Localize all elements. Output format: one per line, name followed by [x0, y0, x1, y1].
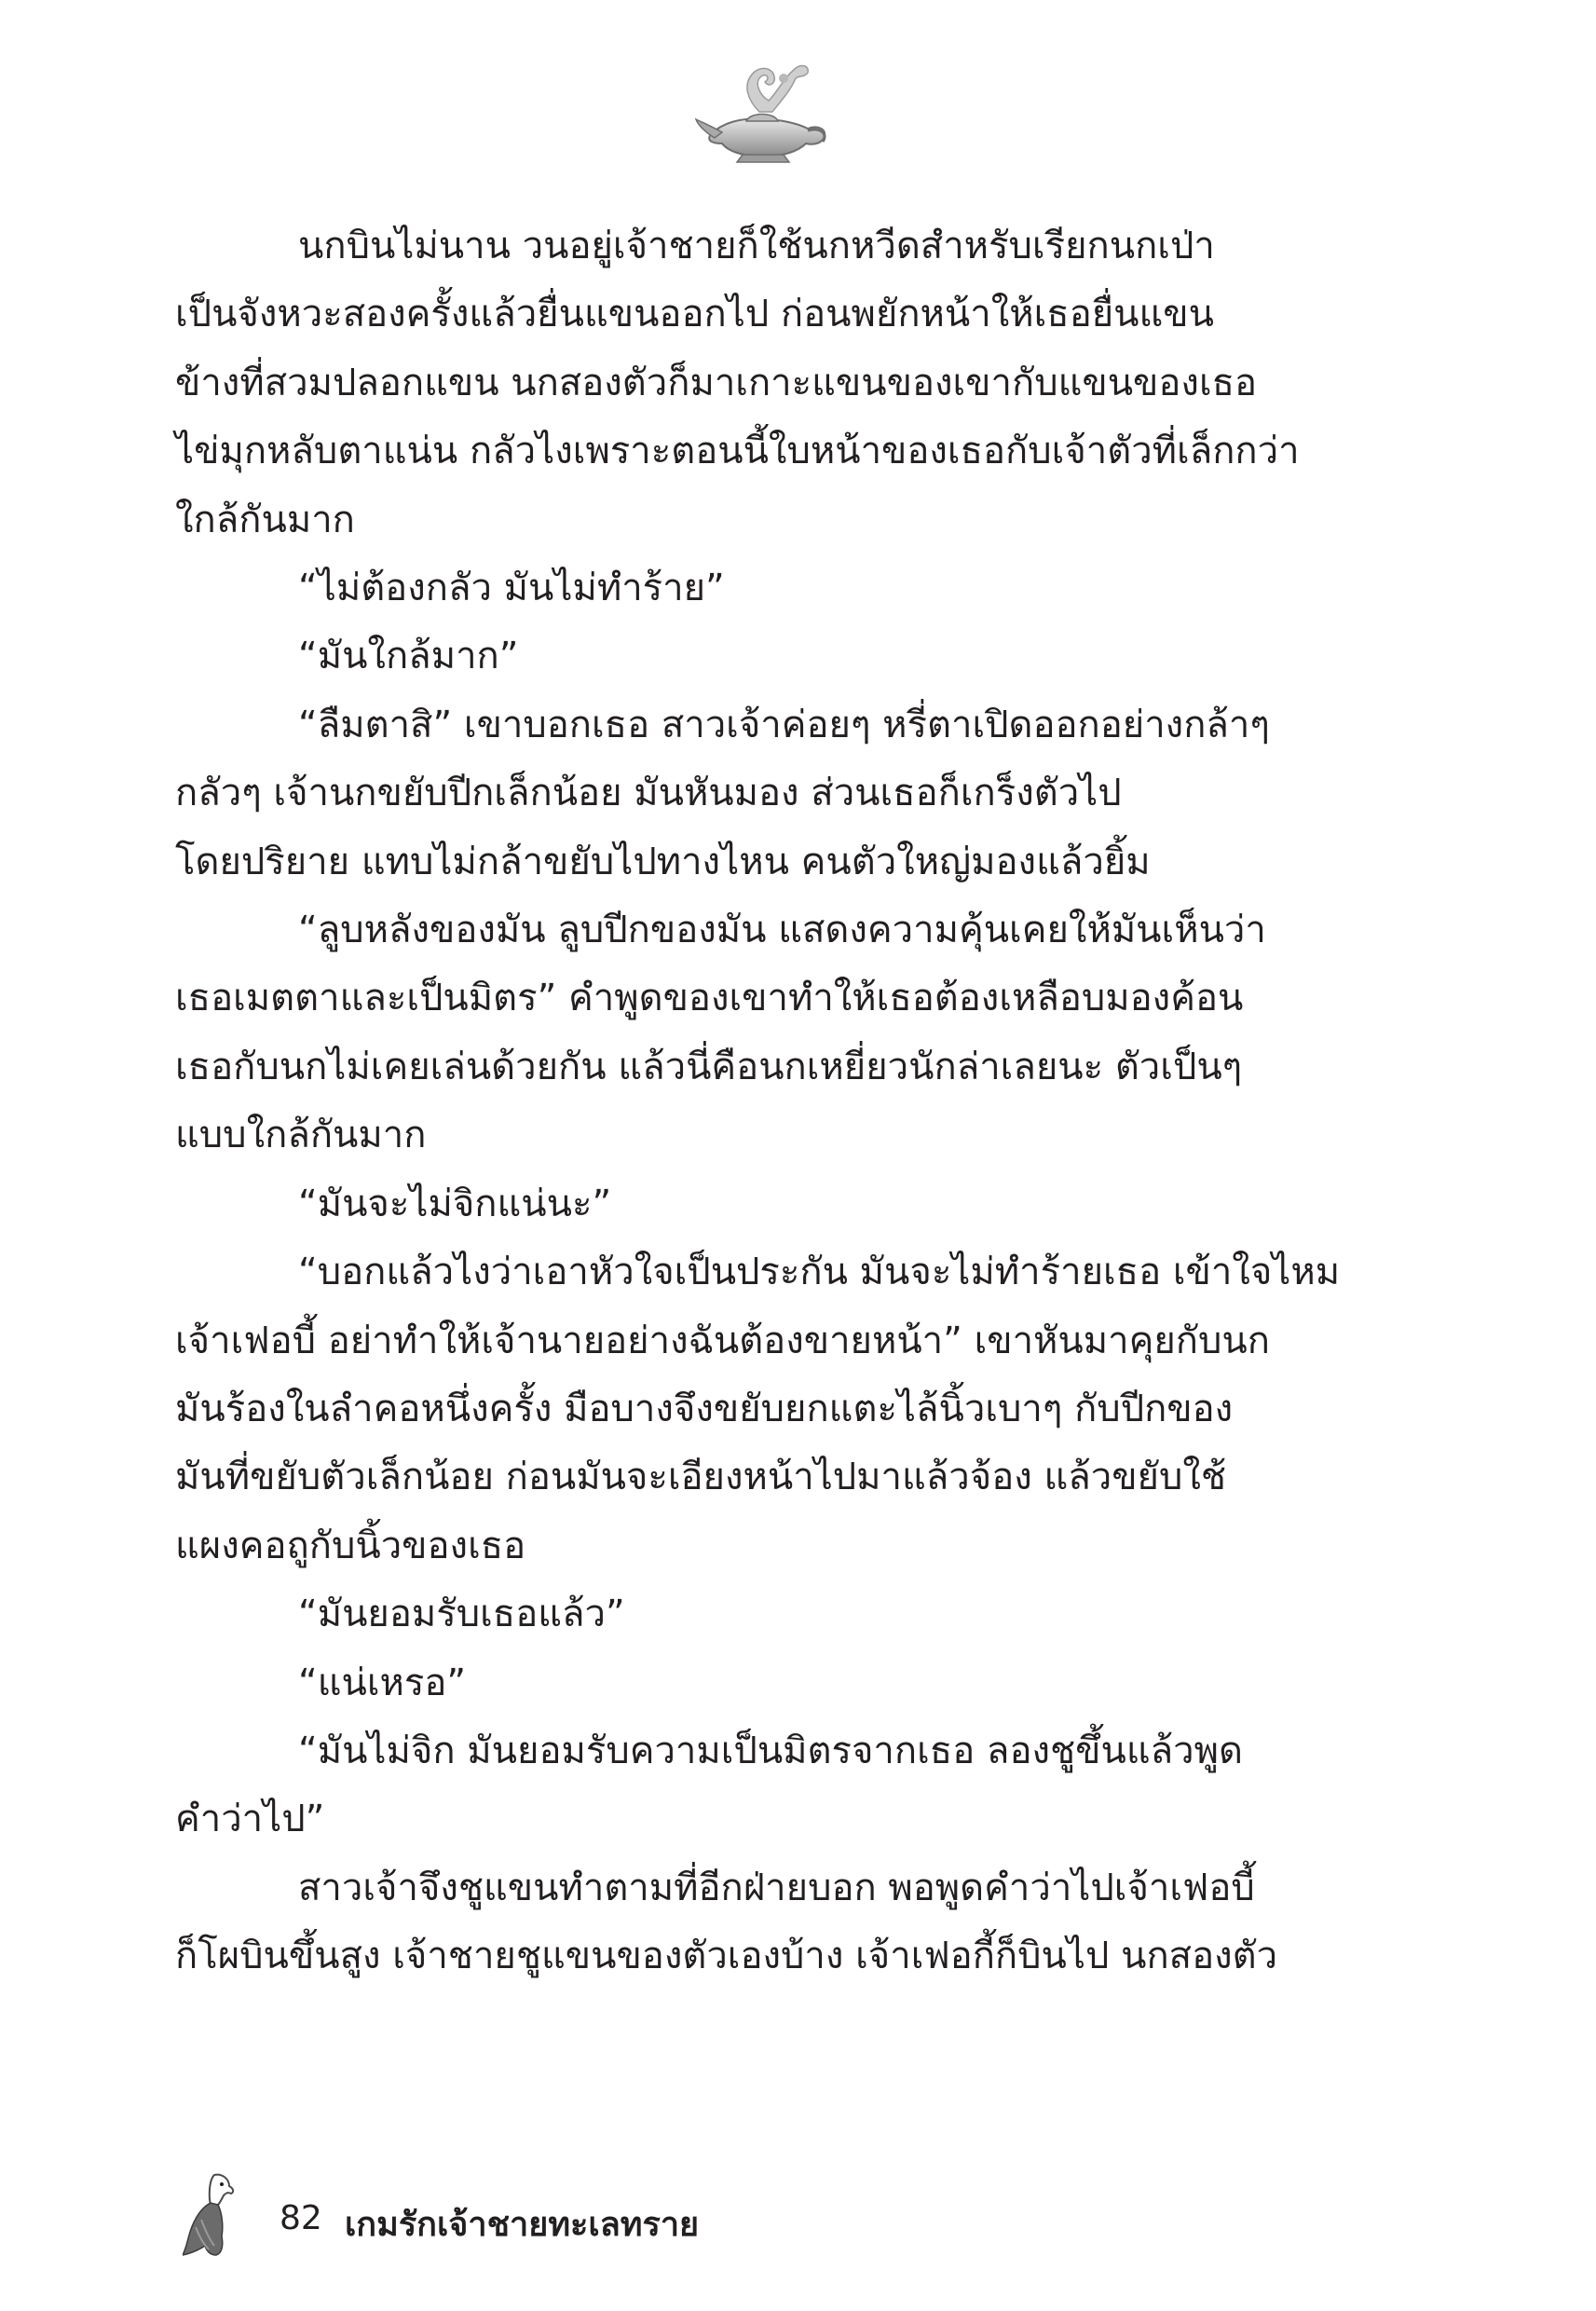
paragraph-line: แผงคอถูกับนิ้วของเธอ	[175, 1524, 526, 1567]
eagle-icon	[183, 2171, 240, 2257]
paragraph-line: ใกล้กันมาก	[175, 498, 355, 541]
paragraph-line: เป็นจังหวะสองครั้งแล้วยื่นแขนออกไป ก่อนพยักหน้าให้เธอยื่นแขน	[175, 293, 1214, 336]
dialogue-line: “แน่เหรอ”	[298, 1661, 467, 1704]
paragraph-line: คำว่าไป”	[175, 1798, 325, 1841]
paragraph-line: สาวเจ้าจึงชูแขนทำตามที่อีกฝ่ายบอก พอพูดคำว่าไปเจ้าเฟอบี้	[298, 1866, 1255, 1909]
paragraph-line: “ลืมตาสิ” เขาบอกเธอ สาวเจ้าค่อยๆ หรี่ตาเปิดออกอย่างกล้าๆ	[298, 703, 1270, 746]
genie-lamp-icon	[694, 54, 834, 164]
paragraph-line: ก็โผบินขึ้นสูง เจ้าชายชูแขนของตัวเองบ้าง เจ้าเฟอกี้ก็บินไป นกสองตัว	[175, 1935, 1278, 1978]
paragraph-line: กลัวๆ เจ้านกขยับปีกเล็กน้อย มันหันมอง ส่วนเธอก็เกร็งตัวไป	[175, 772, 1122, 815]
paragraph-line: “บอกแล้วไงว่าเอาหัวใจเป็นประกัน มันจะไม่ทำร้ายเธอ เข้าใจไหม	[298, 1251, 1341, 1294]
body-text	[175, 212, 1341, 1991]
paragraph-line: มันที่ขยับตัวเล็กน้อย ก่อนมันจะเอียงหน้าไปมาแล้วจ้อง แล้วขยับใช้	[175, 1456, 1227, 1499]
paragraph-line: ข้างที่สวมปลอกแขน นกสองตัวก็มาเกาะแขนของเขากับแขนของเธอ	[175, 361, 1258, 404]
paragraph-line: “มันไม่จิก มันยอมรับความเป็นมิตรจากเธอ ลองชูขึ้นแล้วพูด	[298, 1729, 1243, 1772]
dialogue-line: “ไม่ต้องกลัว มันไม่ทำร้าย”	[298, 567, 725, 610]
page-number: 82	[280, 2199, 322, 2237]
page-footer	[183, 2171, 1021, 2257]
paragraph-line: “ลูบหลังของมัน ลูบปีกของมัน แสดงความคุ้นเคยให้มันเห็นว่า	[298, 909, 1266, 952]
paragraph-line: เจ้าเฟอบี้ อย่าทำให้เจ้านายอย่างฉันต้องขายหน้า” เขาหันมาคุยกับนก	[175, 1319, 1270, 1362]
dialogue-line: “มันยอมรับเธอแล้ว”	[298, 1593, 625, 1636]
paragraph-line: แบบใกล้กันมาก	[175, 1114, 427, 1157]
paragraph-line: เธอกับนกไม่เคยเล่นด้วยกัน แล้วนี่คือนกเหยี่ยวนักล่าเลยนะ ตัวเป็นๆ	[175, 1045, 1243, 1088]
book-title: เกมรักเจ้าชายทะเลทราย	[345, 2206, 700, 2244]
paragraph-line: นกบินไม่นาน วนอยู่เจ้าชายก็ใช้นกหวีดสำหรับเรียกนกเป่า	[298, 225, 1215, 267]
paragraph-line: เธอเมตตาและเป็นมิตร” คำพูดของเขาทำให้เธอต้องเหลือบมองค้อน	[175, 977, 1244, 1020]
dialogue-line: “มันจะไม่จิกแน่นะ”	[298, 1182, 612, 1225]
dialogue-line: “มันใกล้มาก”	[298, 635, 519, 678]
paragraph-line: มันร้องในลำคอหนึ่งครั้ง มือบางจึงขยับยกแตะไล้นิ้วเบาๆ กับปีกของ	[175, 1387, 1234, 1430]
paragraph-line: ไข่มุกหลับตาแน่น กลัวไงเพราะตอนนี้ใบหน้าของเธอกับเจ้าตัวที่เล็กกว่า	[175, 430, 1300, 473]
paragraph-line: โดยปริยาย แทบไม่กล้าขยับไปทางไหน คนตัวใหญ่มองแล้วยิ้ม	[175, 840, 1151, 883]
